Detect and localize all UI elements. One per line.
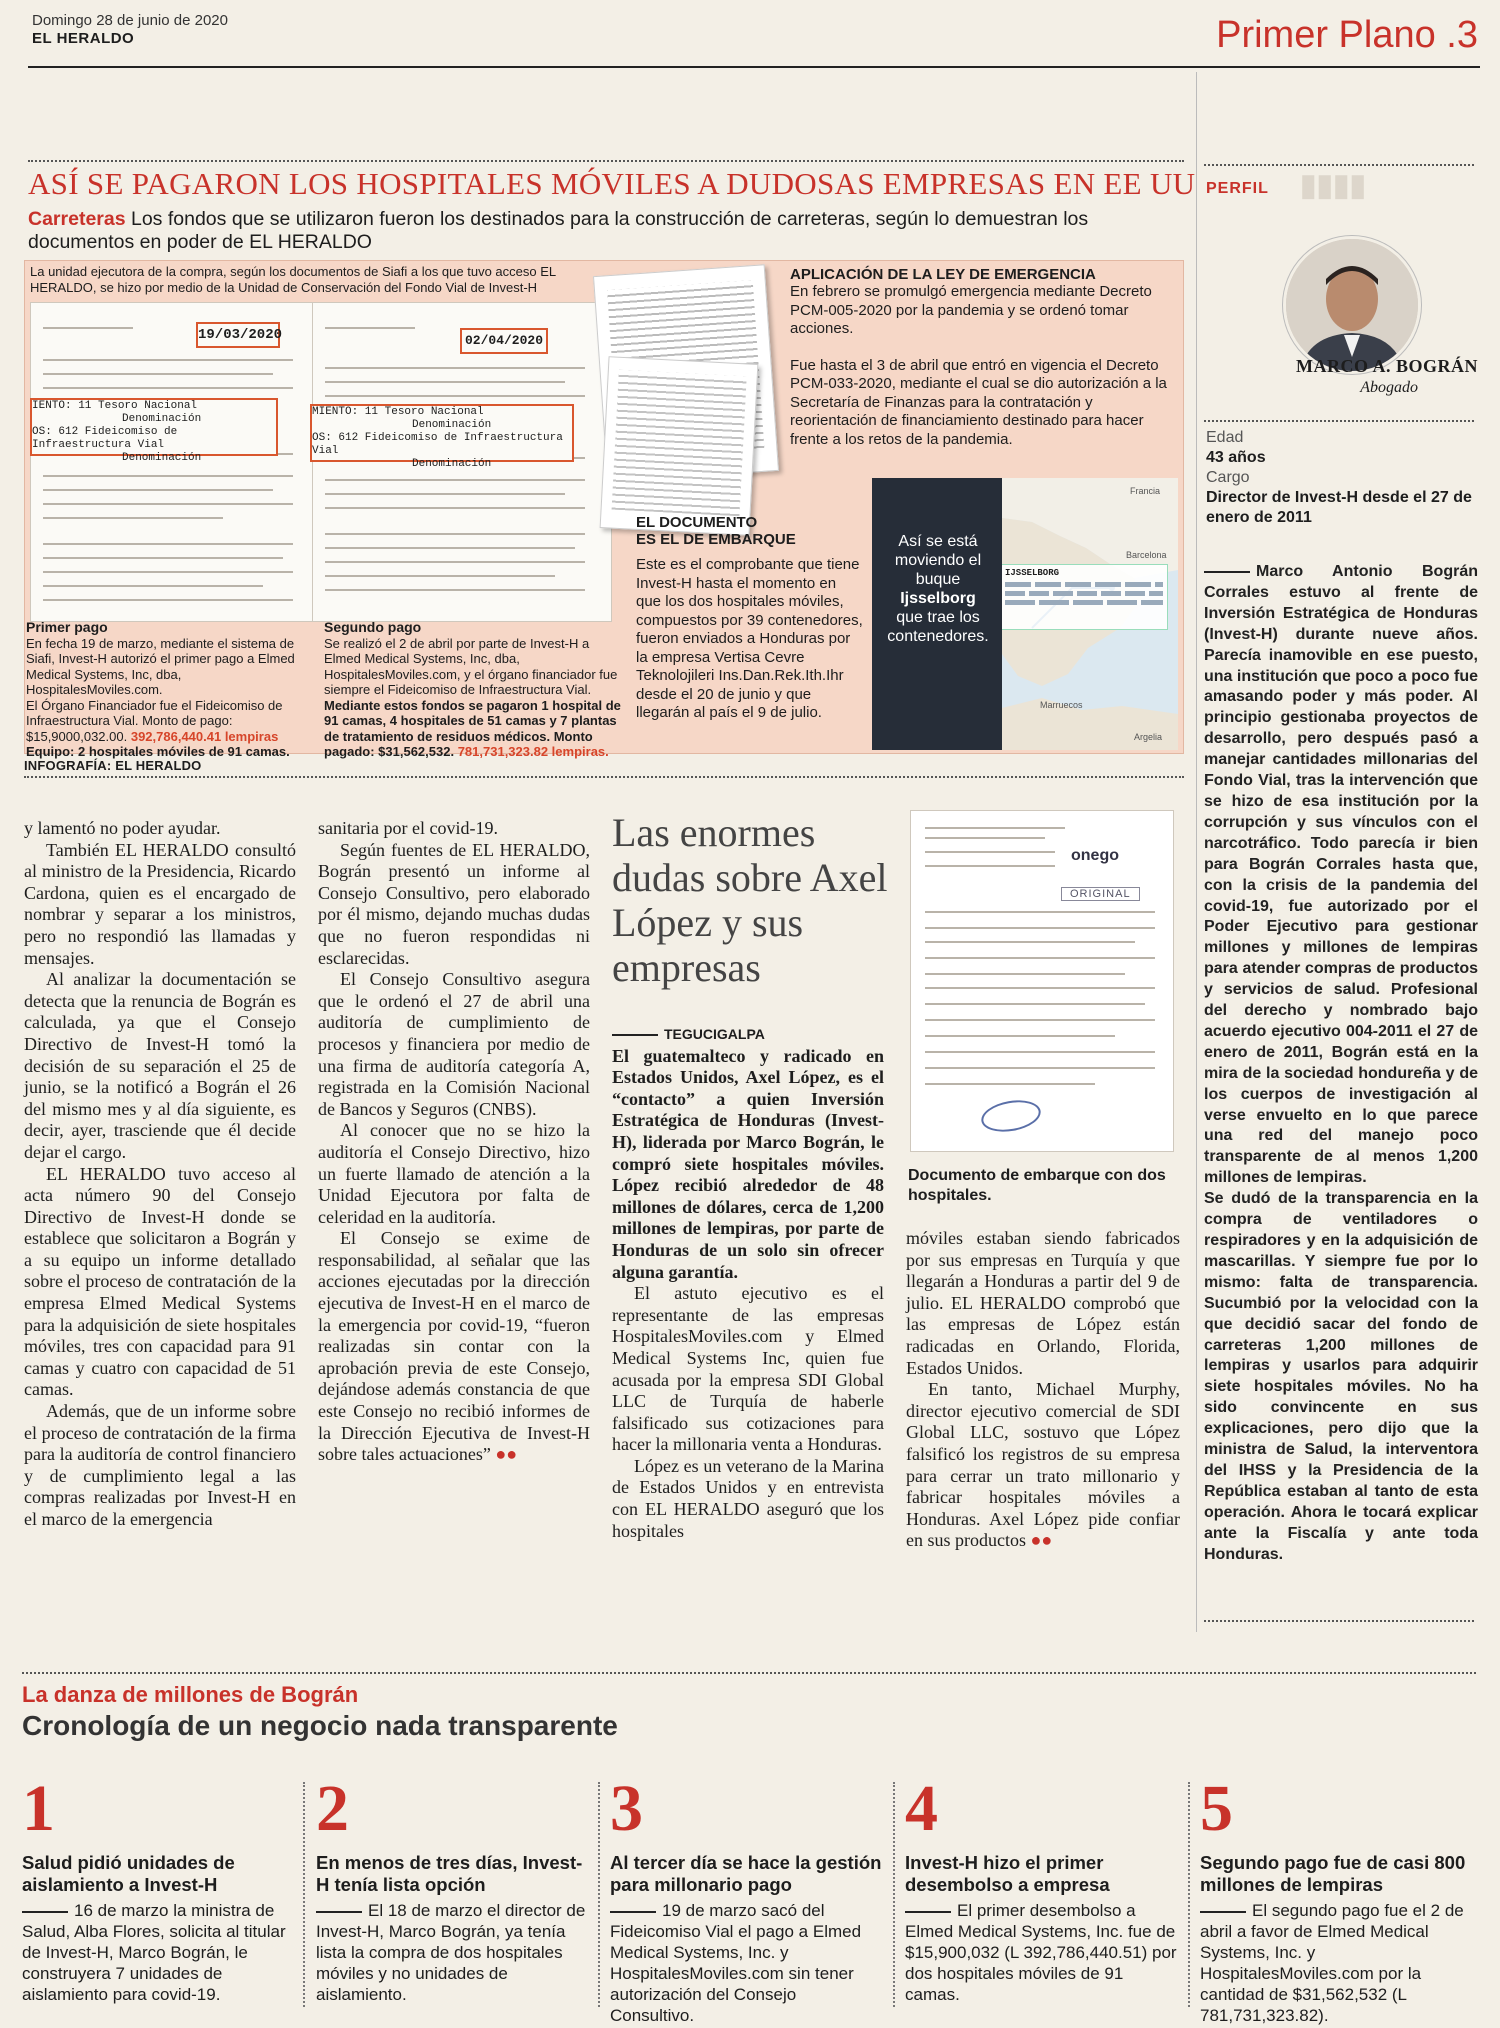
col1-paragraph: EL HERALDO tuvo acceso al acta número 90 del Consejo Directivo de Invest-H donde se establece que solicitaron a Bográn y a su equipo un informe detallado sobre el proceso de contratación de la empresa Elmed Medical Systems para la adquisición de siete hospitales móviles, tres con capacidad para 91 camas y cuatro con capacidad de 51 camas. xyxy=(24,1163,296,1400)
segundo-pago-lempiras: 781,731,323.82 lempiras. xyxy=(457,744,609,759)
map-caption xyxy=(880,532,996,646)
doc2-line2: Denominación xyxy=(412,419,492,431)
timeline-body: 16 de marzo la ministra de Salud, Alba Flores, solicita al titular de Invest-H, Marco Bográn, le construyera 7 unidades de aislamiento para covid-19. xyxy=(22,1901,286,2004)
sidebar-top-rule xyxy=(1204,164,1474,166)
timeline-body: El 18 de marzo el director de Invest-H, Marco Bográn, ya tenía lista la compra de dos hospitales móviles y no unidades de aislamiento. xyxy=(316,1901,586,2004)
cargo-label: Cargo xyxy=(1206,469,1250,486)
doc-seal-stamp xyxy=(979,1096,1043,1136)
doc2-line4: Denominación xyxy=(412,458,492,470)
timeline-title: Cronología de un negocio nada transparente xyxy=(22,1710,618,1741)
story2-paragraph: López es un veterano de la Marina de Estados Unidos y en entrevista con EL HERALDO aseguró que los hospitales xyxy=(612,1455,884,1541)
bio-paragraph: Se dudó de la transparencia en la compra de ventiladores o respiradores y en la adquisición de mascarillas. Y siempre fue por lo mismo: falta de transparencia. Sucumbió por la velocidad con la que decidió sacar del fondo de carreteras 1,200 millones de lempiras y usarlos para adquirir siete hospitales móviles. No ha sido convincente en sus explicaciones, pero dijo que la ministra de Salud, la interventora del IHSS y la Presidencia de la República estaban al tanto de esta operación. Ahora le tocará explicar ante la Fiscalía y ante toda Honduras. xyxy=(1204,1190,1478,1563)
cargo-value: Director de Invest-H desde el 27 de enero de 2011 xyxy=(1206,489,1472,526)
sidebar-divider xyxy=(1196,72,1197,1632)
embarque-block xyxy=(636,514,864,723)
timeline-heading: Salud pidió unidades de aislamiento a Invest-H xyxy=(22,1852,235,1895)
section-name: Primer Plano xyxy=(1216,14,1436,56)
primer-pago-text: En fecha 19 de marzo, mediante el sistema de Siafi, Invest-H autorizó el primer pago a Elmed Medical Systems, Inc, dba, HospitalesMoviles.com. xyxy=(26,635,295,697)
primer-pago-text2: El Órgano Financiador fue el Fideicomiso de Infraestructura Vial. Monto de pago: $15,9000,032.00. xyxy=(26,697,283,744)
timeline-number: 3 xyxy=(610,1772,643,1845)
deck xyxy=(28,208,1158,254)
headline-rule xyxy=(28,160,1184,162)
timeline-heading: Segundo pago fue de casi 800 millones de lempiras xyxy=(1200,1852,1466,1895)
perfil-label: PERFIL xyxy=(1206,180,1269,197)
vessel-info-panel xyxy=(1000,564,1168,630)
doc1-line1: IENTO: 11 Tesoro Nacional xyxy=(32,400,198,412)
shipping-document-image xyxy=(910,810,1174,1152)
story2-column-1 xyxy=(612,1024,884,1542)
profile-name: MARCO A. BOGRÁN xyxy=(1296,356,1478,376)
embarque-title-2: ES EL DE EMBARQUE xyxy=(636,531,796,548)
primer-pago-title: Primer pago xyxy=(26,619,108,635)
doc1-line4: Denominación xyxy=(122,452,202,464)
edad-label: Edad xyxy=(1206,429,1244,446)
segundo-pago-caption xyxy=(324,620,624,760)
timeline-separator xyxy=(303,1782,305,2007)
timeline-item xyxy=(905,1772,1177,2005)
doc2-fund-highlight xyxy=(310,404,574,470)
story2-lead: El guatemalteco y radicado en Estados Unidos, Axel López, es el “contacto” a quien Inversión Estratégica de Honduras (Invest-H), liderada por Marco Bográn, le compró siete hospitales móviles. López recibió alrededor de 48 millones de dólares, cerca de 1,200 millones de lempiras, por parte de Honduras de un solo sin ofrecer alguna garantía. xyxy=(612,1045,884,1282)
embarque-text: Este es el comprobante que tiene Invest-H hasta el momento en que los dos hospitales móviles, compuestos por 39 contenedores, fueron enviados a Honduras por la empresa Vertisa Cevre Teknolojileri Ins.Dan.Rek.Ith.Ihr desde el 20 de junio y que llegarán al país el 9 de julio. xyxy=(636,556,863,721)
end-mark: ●● xyxy=(495,1444,518,1465)
article-column-2 xyxy=(318,818,590,1466)
col2-paragraph: Según fuentes de EL HERALDO, Bográn presentó un informe al Consejo Consultivo, pero elaborado por él mismo, dejando muchas dudas que no fueron respondidas ni esclarecidas. xyxy=(318,839,590,968)
col2-paragraph: El Consejo se exime de responsabilidad, al señalar que las acciones ejecutadas por la dirección ejecutiva de Invest-H en el marco de la emergencia por covid-19, “fueron realizadas sin contar con la aprobación previa de este Consejo, dejándose además constancia de que este Consejo no recibió informes de la Dirección Ejecutiva de Invest-H sobre tales actuaciones” xyxy=(318,1228,590,1465)
timeline-top-rule xyxy=(22,1672,1476,1674)
doc1-date-highlight: 19/03/2020 xyxy=(196,322,280,348)
end-mark: ●● xyxy=(1030,1530,1053,1551)
section-title xyxy=(1216,14,1478,57)
segundo-pago-title: Segundo pago xyxy=(324,619,422,635)
main-headline: ASÍ SE PAGARON LOS HOSPITALES MÓVILES A DUDOSAS EMPRESAS EN EE UU xyxy=(28,166,1196,201)
sidebar-mid-rule xyxy=(1204,420,1474,422)
timeline-item xyxy=(1200,1772,1472,2026)
story2-dateline: TEGUCIGALPA xyxy=(664,1026,765,1042)
story2-headline: Las enormes dudas sobre Axel López y sus empresas xyxy=(612,810,888,990)
story2-column-2 xyxy=(906,1228,1180,1552)
timeline-body: El segundo pago fue el 2 de abril a favor de Elmed Medical Systems, Inc. y HospitalesMoviles.com por la cantidad de $31,562,532 (L 781,731,323.82). xyxy=(1200,1901,1464,2025)
infographic-credit: INFOGRAFÍA: EL HERALDO xyxy=(24,758,202,773)
infographic-intro: La unidad ejecutora de la compra, según los documentos de Siafi a los que tuvo acceso EL HERALDO, se hizo por medio de la Unidad de Conservación del Fondo Vial de Invest-H xyxy=(30,264,556,295)
timeline-body: El primer desembolso a Elmed Medical Systems, Inc. fue de $15,900,032 (L 392,786,440.51) por dos hospitales móviles de 91 camas. xyxy=(905,1901,1177,2004)
deck-text: Los fondos que se utilizaron fueron los destinados para la construcción de carreteras, según lo demuestran los documentos en poder de EL HERALDO xyxy=(28,208,1089,253)
header-rule xyxy=(28,66,1480,68)
doc1-line2: Denominación xyxy=(122,413,202,425)
newspaper-name: EL HERALDO xyxy=(32,30,135,47)
profile-name-block xyxy=(1206,356,1478,397)
timeline-kicker: La danza de millones de Bográn xyxy=(22,1682,359,1707)
timeline-heading: Al tercer día se hace la gestión para millonario pago xyxy=(610,1852,882,1895)
story2-paragraph: El astuto ejecutivo es el representante de las empresas HospitalesMoviles.com y Elmed Medical Systems Inc, quien fue acusada por la empresa SDI Global LLC de Turquía de haberle falsificado sus cotizaciones para hacer la millonaria venta a Honduras. xyxy=(612,1283,884,1455)
timeline-body: 19 de marzo sacó del Fideicomiso Vial el pago a Elmed Medical Systems, Inc. y HospitalesMoviles.com sin tener autorización del Consejo Consultivo. xyxy=(610,1901,862,2025)
map-place-barcelona: Barcelona xyxy=(1126,550,1167,560)
timeline-separator xyxy=(1188,1782,1190,2007)
profile-role: Abogado xyxy=(1360,379,1418,396)
infographic-bottom-rule xyxy=(24,776,1184,778)
map-place-francia: Francia xyxy=(1130,486,1161,496)
primer-pago-lempiras: 392,786,440.41 lempiras xyxy=(130,728,279,744)
article-column-1 xyxy=(24,818,296,1531)
issue-date: Domingo 28 de junio de 2020 xyxy=(32,12,228,29)
doc2-line3: OS: 612 Fideicomiso de Infraestructura Vial xyxy=(312,432,563,457)
deck-kicker: Carreteras xyxy=(28,208,126,230)
primer-pago-equipo: Equipo: 2 hospitales móviles de 91 camas. xyxy=(26,744,290,759)
ley-emergencia xyxy=(790,266,1176,449)
col2-paragraph: sanitaria por el covid-19. xyxy=(318,818,498,838)
map-place-marruecos: Marruecos xyxy=(1040,700,1083,710)
timeline-number: 2 xyxy=(316,1772,349,1845)
col1-paragraph: Además, que de un informe sobre el proceso de contratación de la firma para la auditoría de control financiero y de cumplimiento legal a las compras realizadas por Invest-H en el marco de la emergencia xyxy=(24,1401,296,1529)
col2-paragraph: El Consejo Consultivo asegura que le ordenó el 27 de abril una auditoría de cumplimiento de procesos y financiera por medio de una firma de auditoría categoría A, registrada en la Comisión Nacional de Bancos y Seguros (CNBS). xyxy=(318,969,590,1119)
timeline-heading: En menos de tres días, Invest-H tenía lista opción xyxy=(316,1852,583,1895)
segundo-pago-text: Se realizó el 2 de abril por parte de Invest-H a Elmed Medical Systems, Inc, dba, HospitalesMoviles.com, y el órgano financiador fue siempre el Fideicomiso de Infraestructura Vial. xyxy=(324,635,618,697)
ley-title: APLICACIÓN DE LA LEY DE EMERGENCIA xyxy=(790,266,1096,283)
primer-pago-caption xyxy=(26,620,304,760)
doc-brand: onego xyxy=(1071,847,1119,864)
segundo-pago-bold: Mediante estos fondos se pagaron 1 hospital de 91 camas, 4 hospitales de 51 camas y 7 plantas de tratamiento de residuos médicos. Monto pagado: $31,562,532. xyxy=(324,697,621,759)
timeline-item xyxy=(316,1772,588,2005)
timeline-number: 5 xyxy=(1200,1772,1233,1845)
profile-facts xyxy=(1206,428,1476,528)
portrait-icon xyxy=(1286,239,1418,371)
timeline-item xyxy=(22,1772,294,2005)
profile-bio xyxy=(1204,562,1478,1566)
sidebar-bottom-rule xyxy=(1204,1620,1474,1622)
doc-caption: Documento de embarque con dos hospitales. xyxy=(908,1167,1166,1204)
col1-paragraph: y lamentó no poder ayudar. xyxy=(24,818,221,838)
doc2-line1: MIENTO: 11 Tesoro Nacional xyxy=(312,406,484,418)
timeline-heading: Invest-H hizo el primer desembolso a empresa xyxy=(905,1852,1110,1895)
map-caption-a: Así se está moviendo el buque xyxy=(894,533,982,588)
vessel-label: IJSSELBORG xyxy=(1005,568,1060,578)
map-caption-b: que trae los contenedores. xyxy=(887,609,989,645)
timeline-item xyxy=(610,1772,882,2026)
ley-paragraph-2: Fue hasta el 3 de abril que entró en vigencia el Decreto PCM-033-2020, mediante el cual se dio autorización a la Secretaría de Finanzas para la contratación y reorientación de financiamiento destinado para hacer frente a los retos de la pandemia. xyxy=(790,356,1167,448)
doc1-line3: OS: 612 Fideicomiso de Infraestructura Vial xyxy=(32,426,178,451)
timeline-separator xyxy=(893,1782,895,2007)
profile-photo xyxy=(1283,236,1421,374)
col1-paragraph: También EL HERALDO consultó al ministro de la Presidencia, Ricardo Cardona, quien es el encargado de nombrar y separar a los ministros, pero no respondió las llamadas y mensajes. xyxy=(24,839,296,968)
bio-paragraph: Marco Antonio Bográn Corrales estuvo al frente de Inversión Estratégica de Honduras (Invest-H) durante nueve años. Parecía inamovible en ese puesto, una institución que poco a poco fue amasando poder y más poder. Al principio gestionaba proyectos de desarrollo, pero después pasó a manejar cantidades millonarias del Fondo Vial, tras la intervención que se hizo de esa institución por la corrupción y sus vínculos con el narcotráfico. Todo parecía ir bien para Bográn Corrales hasta que, con la crisis de la pandemia del covid-19, fue autorizado por el Poder Ejecutivo para gestionar millones y millones de lempiras para atender compras de productos y servicios de salud. Profesional del derecho y nombrado bajo acuerdo ejecutivo 004-2011 el 27 de enero de 2011, Bográn está en la mira de la sociedad hondureña y de los cuerpos de investigación al verse envuelto en lo que parece una red del manejo poco transparente de al menos 1,200 millones de lempiras. xyxy=(1204,563,1478,1187)
timeline-separator xyxy=(598,1782,600,2007)
doc2-date-highlight: 02/04/2020 xyxy=(460,328,548,354)
map-place-argelia: Argelia xyxy=(1134,732,1163,742)
decree-document-2 xyxy=(600,356,759,536)
timeline-number: 1 xyxy=(22,1772,55,1845)
story2-paragraph: En tanto, Michael Murphy, director ejecutivo comercial de SDI Global LLC, sostuvo que López falsificó los registros de su empresa para cerrar un trato millonario y fabricar hospitales móviles a Honduras. Axel López pide confiar en sus productos xyxy=(906,1379,1180,1551)
col2-paragraph: Al conocer que no se hizo la auditoría el Consejo Directivo, hizo un fuerte llamado de atención a la Unidad Ejecutora por falta de celeridad en la auditoría. xyxy=(318,1120,590,1227)
col1-paragraph: Al analizar la documentación se detecta que la renuncia de Bográn es calculada, ya que el Consejo Directivo de Invest-H tomó la decisión de su separación el 25 de junio, se la notificó a Bográn el 26 del mismo mes y al día siguiente, es decir, ayer, trasciende que él decide dejar el cargo. xyxy=(24,969,296,1162)
ship-name: Ijsselborg xyxy=(900,590,976,607)
page-number: .3 xyxy=(1446,14,1478,56)
ghost-text-backdrop: ▮▮▮▮ xyxy=(1300,169,1367,202)
timeline-number: 4 xyxy=(905,1772,938,1845)
doc1-fund-highlight xyxy=(30,398,278,464)
ley-paragraph-1: En febrero se promulgó emergencia mediante Decreto PCM-005-2020 por la pandemia y se ordenó tomar acciones. xyxy=(790,283,1152,337)
story2-paragraph: móviles estaban siendo fabricados por sus empresas en Turquía y que llegarán a Honduras a partir del 9 de julio. EL HERALDO comprobó que las empresas de López están radicadas en Orlando, Florida, Estados Unidos. xyxy=(906,1228,1180,1378)
embarque-title-1: EL DOCUMENTO xyxy=(636,514,758,531)
edad-value: 43 años xyxy=(1206,449,1266,466)
doc-stamp: ORIGINAL xyxy=(1061,887,1140,901)
